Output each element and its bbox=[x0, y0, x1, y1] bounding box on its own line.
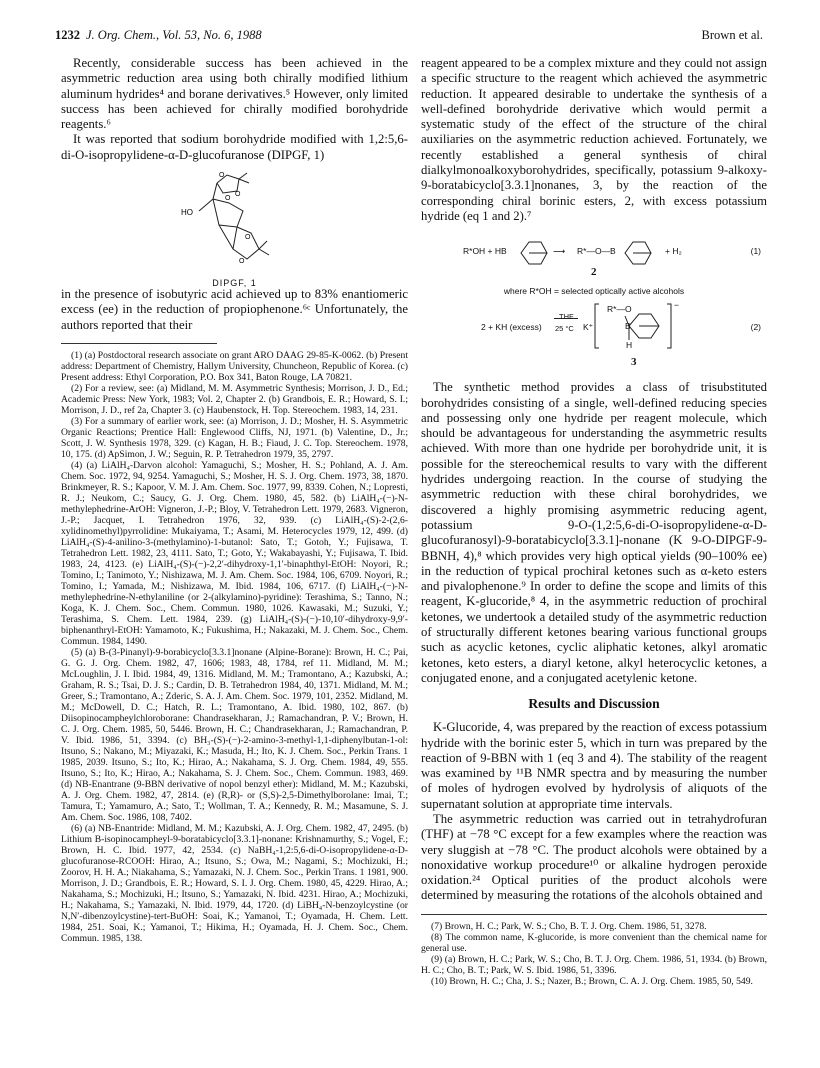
borohydride-bracket-drawing bbox=[593, 302, 677, 354]
section-heading: Results and Discussion bbox=[528, 696, 660, 712]
eq2-cation: K⁺ bbox=[583, 322, 594, 333]
paragraph: reagent appeared to be a complex mixture and they could not assign a specific structure to the reagent which achieved the asymmetric reduction. It appeared desirable to undertake the synthesis of a well-defined borohydride derivative which would permit a systematic study of the effect of the structure of the chiral auxiliaries on the asymmetric reduction achieved. Fortunately, we recently established a general synthesis of chiral dialkylmonoalkoxyborohydrides, specifically, potassium 9-alkoxy-9-boratabicyclo[3.3.1]nonanes, 3, by the reaction of the corresponding chiral borinic esters, 2, with excess potassium hydride (eq 1 and 2).⁷ bbox=[421, 56, 767, 223]
running-header bbox=[55, 28, 763, 48]
footnote: (5) (a) B-(3-Pinanyl)-9-borabicyclo[3.3.1]nonane (Alpine-Borane): Brown, H. C.; Pai, G. G. J. Org. Chem. 1982, 47, 1606; 1983, 48, 1784, ref 11. Midland, M. M.; McLoughlin, J. I. Ibid. 1984, 49, 1316. Midland, M. M.; Tramontano, A.; Kazubski, A.; Graham, R. S.; Tsai, D. J. S.; Cardin, D. B. Tetrahedron 1984, 40, 1371. Midland, M. M.; Greer, S.; Tramontano, A.; Zderic, S. A. J. Am. Chem. Soc. 1979, 101, 2352. Midland, M. M.; McDowell, D. C.; Hatch, R. L.; Tramontano, A. Ibid. 1980, 102, 867. (b) Diisopinocampheylchloroborane: Chandrasekharan, J.; Ramachandran, P. V.; Brown, H. C. J. Org. Chem. 1985, 50, 5446. Brown, H. C.; Chandrasekharan, J.; Ramachandran, P. V. Ibid. 1986, 51, 3394. (c) BH₃-(S)-(−)-2-amino-3-methyl-1,1-diphenylbutan-1-ol: Itsuno, S.; Nakano, M.; Miyazaki, K.; Masuda, H.; Ito, K. J. Chem. Soc., Perkin Trans. 1 1985, 2039. Itsuno, S.; Ito, K.; Hirao, A.; Nakahama, S. J. Org. Chem. 1984, 49, 555. Itsuno, S.; Ito, K.; Hirao, A.; Nakahama, S. J. Chem. Soc., Chem. Commun. 1983, 469. (d) NB-Enantrane (9-BBN derivative of nopol benzyl ether): Midland, M. M.; Kazubski, A. J. Org. Chem. 1982, 47, 2814. (e) (R,R)- or (S,S)-2,5-Dimethylborolane: Imai, T.; Tamura, T.; Yamamuro, A.; Sato, T.; Wollman, T. A.; Kennedy, R. M.; Masamune, S. J. Am. Chem. Soc. 1986, 108, 7402. bbox=[61, 646, 408, 823]
footnote: (7) Brown, H. C.; Park, W. S.; Cho, B. T. J. Org. Chem. 1986, 51, 3278. bbox=[431, 920, 707, 932]
structure-label: DIPGF, 1 bbox=[212, 278, 257, 289]
equation-2 bbox=[421, 302, 767, 368]
paragraph: It was reported that sodium borohydride modified with 1,2:5,6-di-O-isopropylidene-α-D-glucofuranose (DIPGF, 1) bbox=[61, 132, 408, 162]
eq1-product: R*—O—B bbox=[577, 246, 616, 257]
footnote: (2) For a review, see: (a) Midland, M. M. Asymmetric Synthesis; Morrison, J. D., Ed.; Academic Press: New York, 1983; Vol. 2, Chapter 2. (b) Grandbois, E. R.; Howard, S. I.; Morrison, J. D., ref 2a, Chapter 3. (c) Haubenstock, H. Top. Stereochem. 1983, 14, 231. bbox=[61, 382, 408, 416]
dipgf-structure bbox=[155, 169, 315, 287]
svg-text:O: O bbox=[234, 191, 240, 199]
dipgf-structure-drawing bbox=[155, 169, 315, 273]
header-left bbox=[55, 28, 262, 43]
footnotes bbox=[421, 921, 767, 987]
footnote-divider bbox=[421, 914, 767, 915]
footnote: (8) The common name, K-glucoride, is more convenient than the chemical name for general use. bbox=[421, 931, 767, 954]
footnote: (1) (a) Postdoctoral research associate on grant ARO DAAG 29-85-K-0062. (b) Present address: Department of Chemistry, Hallym University, Chuncheon, Republic of Korea. (c) Present address: Ethyl Corporation, P.O. Box 341, Baton Rouge, LA 70821. bbox=[61, 349, 408, 383]
eq2-solvent: THF bbox=[559, 312, 574, 322]
footnote: (3) For a summary of earlier work, see: (a) Morrison, J. D.; Mosher, H. S. Asymmetric Organic Reactions; Prentice Hall: Englewood Cliffs, NJ, 1971. (b) Valentine, D., Jr.; Scott, J. W. Synthesis 1978, 329. (c) Kagan, H. B.; Fiaud, J. C. Top. Stereochem. 1978, 10, 175. (d) ApSimon, J. W.; Seguin, R. P. Tetrahedron 1979, 35, 2797. bbox=[61, 415, 408, 460]
where-note: where R*OH = selected optically active alcohols bbox=[503, 286, 685, 297]
paragraph: K-Glucoride, 4, was prepared by the reaction of excess potassium hydride with the borinic ester 5, which in turn was prepared by the reaction of 9-BBN with 1 (eq 3 and 4). The stability of the reagent was examined by ¹¹B NMR spectra and by measuring the number of moles of hydrogen evolved by hydrolysis of aliquots of the supernatant solution at appropriate time intervals. bbox=[421, 720, 767, 811]
paragraph: in the presence of isobutyric acid achieved up to 83% enantiomeric excess (ee) in the reduction of propiophenone.⁶ᶜ Unfortunately, the authors reported that their bbox=[61, 287, 408, 332]
svg-text:O: O bbox=[224, 195, 230, 203]
svg-text:O: O bbox=[244, 234, 250, 242]
compound-number: 3 bbox=[631, 356, 637, 369]
footnote: (6) (a) NB-Enantride: Midland, M. M.; Kazubski, A. J. Org. Chem. 1982, 47, 2495. (b) Lithium B-isopinocampheyl-9-boratabicyclo[3.3.1]-nonane: Krishnamurthy, S.; Vogel, F.; Brown, H. C. Ibid. 1977, 42, 2534. (c) NaBH₄-1,2:5,6-di-O-isopropylidene-α-D-glucofuranose-RCOOH: Hirao, A.; Itsuno, S.; Owa, M.; Nagami, S.; Mochizuki, H.; Zoorov, H. H. A.; Niakahama, S.; Yamazaki, N. J. Chem. Soc., Perkin Trans. 1 1981, 900. Morrison, J. D.; Grandbois, E. R.; Howard, S. I. J. Org. Chem. 1980, 45, 4229. Hirao, A.; Nakahama, S.; Mochizuki, H.; Itsuno, S.; Yamazaki, N. Ibid. 4231. Hirao, A.; Mochizuki, H.; Nakahama, S.; Yamazaki, N. Ibid. 1979, 44, 1720. (d) LiBH₄-N-benzoylcystine (or N,N′-dibenzoylcystine)-tert-BuOH: Soai, K.; Yamanoi, T.; Oyamada, H. Chem. Lett. 1984, 251. Soai, K.; Yamanoi, T.; Hikima, H.; Oyamada, H. J. Chem. Soc., Chem. Commun. 1985, 138. bbox=[61, 822, 408, 944]
eq2-temp: 25 °C bbox=[555, 324, 574, 334]
paragraph: Recently, considerable success has been achieved in the asymmetric reduction area using both chirally modified lithium aluminum hydrides⁴ and borane derivatives.⁵ However, only limited success has been achieved for chirally modified borohydride reagents.⁶ bbox=[61, 56, 408, 132]
ho-label: HO bbox=[180, 208, 193, 218]
reaction-arrow bbox=[554, 318, 578, 319]
footnotes bbox=[61, 350, 408, 944]
right-column bbox=[421, 56, 767, 987]
compound-number: 2 bbox=[591, 266, 597, 279]
header-authors: Brown et al. bbox=[701, 28, 763, 42]
eq1-h2: + H₂ bbox=[665, 246, 682, 257]
eq2-alkoxy: R*—O bbox=[607, 304, 632, 315]
bbn-ring-icon bbox=[621, 236, 655, 270]
footnote-divider bbox=[61, 343, 217, 344]
footnote: (10) Brown, H. C.; Cha, J. S.; Nazer, B.; Brown, C. A. J. Org. Chem. 1985, 50, 549. bbox=[431, 975, 753, 987]
eq2-boron: B bbox=[625, 321, 631, 332]
eq2-hydride: H bbox=[626, 340, 633, 351]
reaction-arrow: ⟶ bbox=[553, 246, 566, 257]
paragraph: The synthetic method provides a class of trisubstituted borohydrides consisting of a single, well-defined reducing species and possessing only one hydride per reagent molecule, which should be advantageous for understanding the asymmetric results achieved. With more than one hydride per borohydride unit, it is possible for the stereochemical results to vary with the different hydrides undergoing reaction. In the course of studying the asymmetric reduction with these chiral borohydrides, we discovered a highly promising asymmetric reducing agent, potassium 9-O-(1,2:5,6-di-O-isopropylidene-α-D-glucofuranosyl)-9-boratabicyclo[3.3.1]-nonane (K 9-O-DIPGF-9-BBNH, 4),⁸ which provides very high optical yields (90–100% ee) in the reduction of typical prochiral ketones such as α-keto esters and pivalophenone.⁹ In order to define the scope and limits of this reagent, K-glucoride,⁸ 4, in the asymmetric reduction of prochiral ketones, we undertook a detailed study of the asymmetric reduction of structurally different ketones bearing various functional groups such as acyclic ketones, cyclic aliphatic ketones, alkyl aromatic ketones, keto esters, a diaryl ketone, alkyl heterocyclic ketones, a conjugated enone, and a conjugated acetylenic ketone. bbox=[421, 380, 767, 685]
footnote: (9) (a) Brown, H. C.; Park, W. S.; Cho, B. T. J. Org. Chem. 1986, 51, 1934. (b) Brown, H. C.; Cho, B. T.; Park, W. S. Ibid. 1986, 51, 3396. bbox=[421, 953, 767, 976]
equation-number: (2) bbox=[750, 322, 761, 333]
journal-citation: J. Org. Chem., Vol. 53, No. 6, 1988 bbox=[86, 28, 262, 42]
eq2-lhs: 2 + KH (excess) bbox=[481, 322, 542, 333]
eq2-charge: − bbox=[674, 300, 679, 311]
footnote: (4) (a) LiAlH₄-Darvon alcohol: Yamaguchi, S.; Mosher, H. S.; Pohland, A. J. Am. Chem. Soc. 1972, 94, 9254. Yamaguchi, S.; Mosher, H. S. J. Org. Chem. 1973, 38, 1870. Brinkmeyer, R. S.; Kapoor, V. M. J. Am. Chem. Soc. 1977, 99, 8339. Cohen, N.; Lopresti, R. J.; Neukom, C.; Saucy, G. J. Org. Chem. 1980, 45, 582. (b) LiAlH₄-(−)-N-methylephedrine-ArOH: Vigneron, J.-P.; Bloy, V. Tetrahedron Lett. 1979, 2683. Vigneron, J.-P.; Jacquet, I. Tetrahedron 1976, 32, 939. (c) LiAlH₄-(S)-2-(2,6-xylidinomethyl)pyrrolidine: Mukaiyama, T.; Asami, M. Heterocycles 1979, 12, 499. (d) LiAlH₄-(S)-4-anilino-3-(methylamino)-1-butanol: Sato, T.; Gotoh, Y.; Fujisawa, T. Tetrahedron Lett. 1982, 23, 4111. Sato, T.; Goto, Y.; Wakabayashi, Y.; Fujisawa, T. Ibid. 1983, 24, 4123. (e) LiAlH₄-(S)-(−)-2,2′-dihydroxy-1,1′-binaphthyl-EtOH: Noyori, R.; Tomino, I.; Tanimoto, Y.; Nishizawa, M. J. Am. Chem. Soc. 1984, 106, 6709. Noyori, R.; Tomino, I.; Yamada, M.; Nishizawa, M. Ibid. 1984, 106, 6717. (f) LiAlH₄-(−)-N-methylephedrine-N-ethylaniline (or 2-(alkylamino)-pyridine): Terashima, S.; Tanno, N.; Koga, K. J. Chem. Soc., Chem. Commun. 1980, 1026. Kawasaki, M.; Suzuki, Y.; Terashima, S. Chem. Lett. 1984, 239. (g) LiAlH₄-(S)-(−)-10,10′-dihydroxy-9,9′-biphenanthryl-EtOH: Yamamoto, K.; Fukushima, H.; Nakazaki, M. J. Chem. Soc., Chem. Commun. 1984, 1490. bbox=[61, 459, 408, 647]
equation-number: (1) bbox=[750, 246, 761, 257]
bbn-ring-icon bbox=[517, 236, 551, 270]
svg-text:O: O bbox=[218, 172, 224, 180]
equation-1 bbox=[421, 236, 767, 279]
eq1-reactant: R*OH + HB bbox=[463, 246, 507, 257]
svg-text:O: O bbox=[238, 258, 244, 266]
left-column bbox=[61, 56, 408, 944]
page-number: 1232 bbox=[55, 28, 80, 42]
paragraph: The asymmetric reduction was carried out in tetrahydrofuran (THF) at −78 °C except for a few examples where the reaction was very sluggish at −78 °C. The product alcohols were obtained by a nonoxidative workup procedure¹⁰ or alkaline hydrogen peroxide oxidation.²⁴ Optical purities of the product alcohols were determined by measuring the rotations of the alcohols obtained and bbox=[421, 811, 767, 903]
